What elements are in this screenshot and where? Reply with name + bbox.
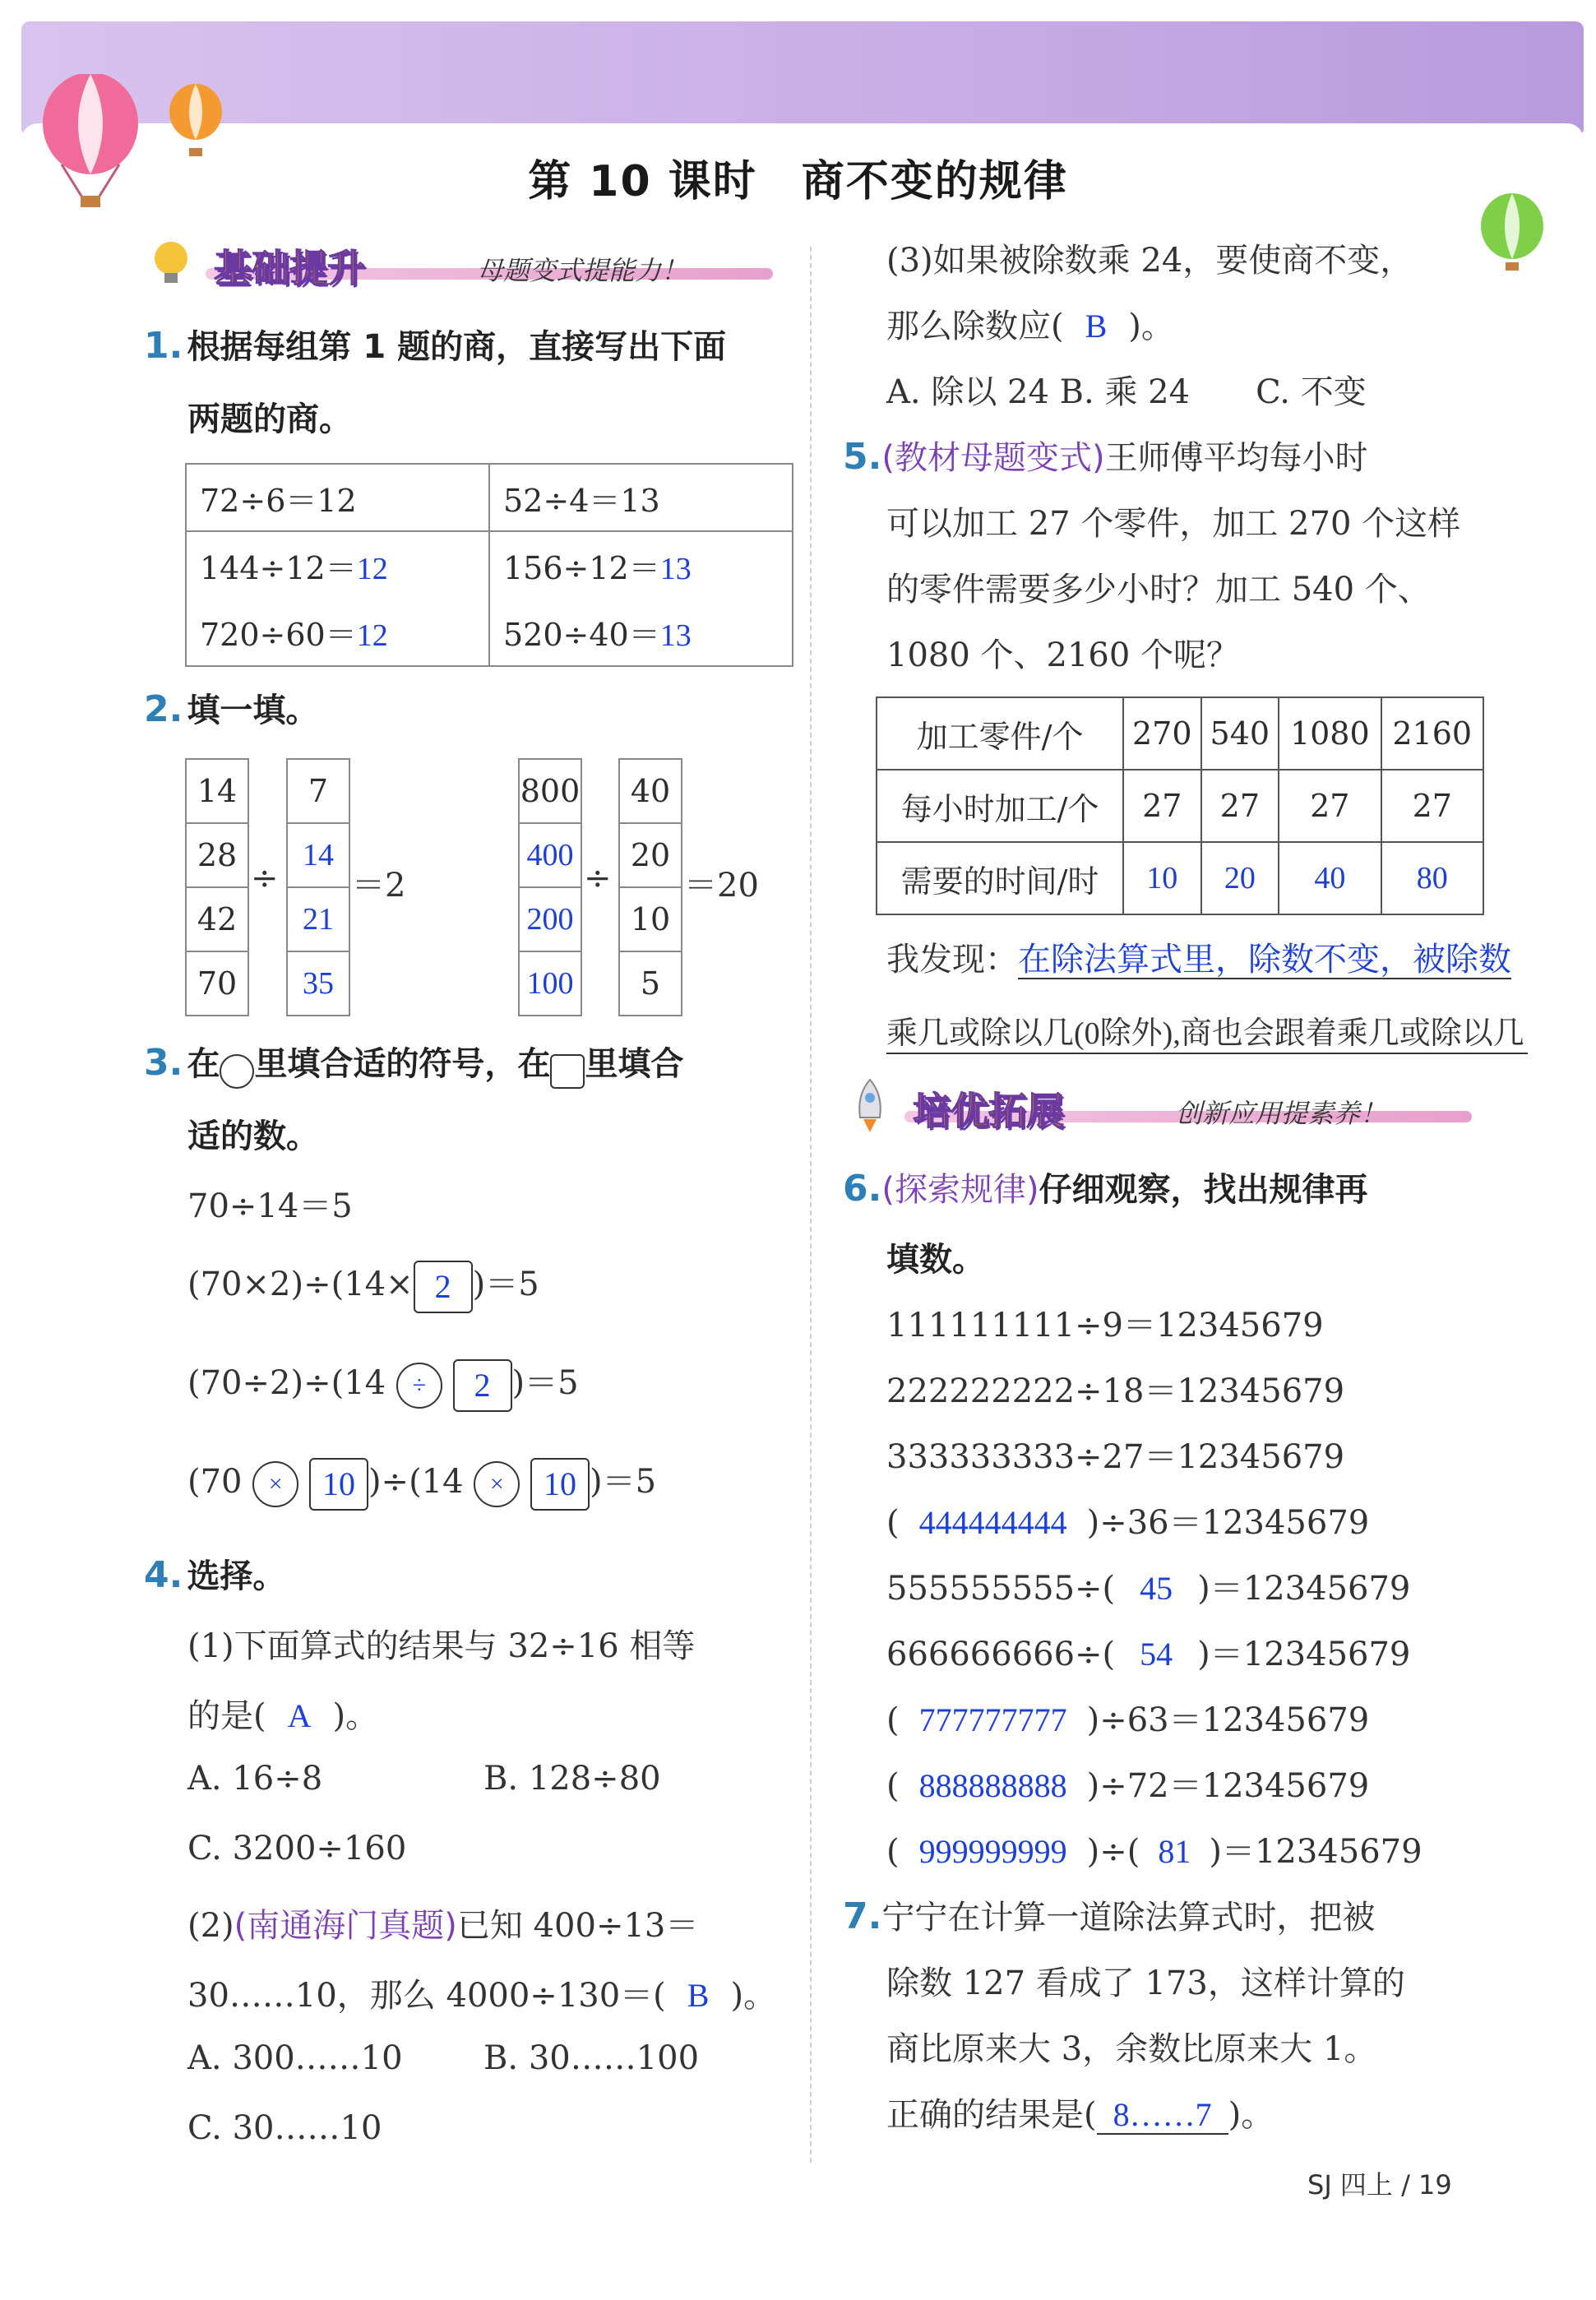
answer: 45 <box>1140 1570 1173 1607</box>
equation: (70×2)÷(14× 2 )＝5 <box>187 1258 539 1313</box>
question-text: 商比原来大 3，余数比原来大 1。 <box>886 2030 1377 2068</box>
question-2 <box>144 684 318 731</box>
question-1 <box>144 321 726 368</box>
question-number: 1. <box>144 325 183 367</box>
answer-cell: 80 <box>1381 842 1483 914</box>
answer: 在除法算式里，除数不变，被除数 <box>1018 941 1511 978</box>
cell: 27 <box>1201 770 1279 842</box>
answer-circle[interactable]: ÷ <box>396 1363 442 1409</box>
equation: 666666666÷( 54 )＝12345679 <box>886 1636 1411 1673</box>
answer-cell: 20 <box>1201 842 1279 914</box>
question-text: 填数。 <box>886 1241 985 1279</box>
answer-box[interactable]: 2 <box>453 1359 512 1412</box>
cell: 27 <box>1381 770 1483 842</box>
cell: 27 <box>1279 770 1381 842</box>
answer: 999999999 <box>918 1833 1067 1870</box>
equation: ( 999999999 )÷( 81 )＝12345679 <box>886 1833 1423 1871</box>
dividend-column: 800 400 200 100 <box>518 758 582 1016</box>
answer: 13 <box>659 618 692 653</box>
question-3: 3. 在 里填合适的符号，在 里填合 <box>144 1038 683 1089</box>
answer: 乘几或除以几(0除外),商也会跟着乘几或除以几 <box>886 1007 1528 1054</box>
question-4 <box>144 1550 285 1597</box>
answer: 12 <box>356 552 388 586</box>
options: A. 除以 24 B. 乘 24 C. 不变 <box>886 373 1367 411</box>
cell: 1080 <box>1279 697 1381 770</box>
answer: 888888888 <box>918 1767 1067 1804</box>
question-text: 可以加工 27 个零件，加工 270 个这样 <box>886 505 1461 543</box>
answer: 8……7 <box>1097 2096 1228 2135</box>
row-label: 每小时加工/个 <box>877 770 1123 842</box>
box-placeholder <box>550 1054 585 1089</box>
question-text: 根据每组第 1 题的商，直接写出下面 <box>187 328 727 366</box>
circle-placeholder <box>220 1054 254 1089</box>
q1-table <box>185 463 793 667</box>
answer-cell: 10 <box>1123 842 1201 914</box>
lightbulb-icon <box>148 238 194 288</box>
question-5: 5.(教材母题变式)王师傅平均每小时 <box>843 436 1368 478</box>
question-6: 6.(探索规律)仔细观察，找出规律再 <box>843 1168 1368 1210</box>
question-text: 1080 个、2160 个呢？ <box>886 636 1240 674</box>
question-text: 正确的结果是( 8……7 )。 <box>886 2096 1274 2134</box>
question-number: 7. <box>843 1895 882 1937</box>
cell: 156÷12＝13 <box>489 531 793 599</box>
equation: ( 888888888 )÷72＝12345679 <box>886 1767 1370 1805</box>
answer: A <box>287 1697 312 1734</box>
sub-question: (2)(南通海门真题)已知 400÷13＝ <box>187 1907 699 1945</box>
equation: ( 777777777 )÷63＝12345679 <box>886 1701 1370 1739</box>
question-number: 4. <box>144 1554 183 1596</box>
question-text: 选择。 <box>187 1557 286 1595</box>
option: C. 3200÷160 <box>187 1830 407 1867</box>
answer-box[interactable]: 2 <box>414 1261 473 1313</box>
equation: 222222222÷18＝12345679 <box>886 1372 1345 1410</box>
section-title: 培优拓展 <box>913 1089 1064 1133</box>
section-title: 基础提升 <box>214 246 365 290</box>
cell: 720÷60＝12 <box>186 599 489 666</box>
answer: 12 <box>356 618 388 653</box>
divide-sign: ÷ <box>584 859 612 897</box>
question-text: 除数 127 看成了 173，这样计算的 <box>886 1964 1405 2002</box>
answer: B <box>1085 308 1108 345</box>
equation: ( 444444444 )÷36＝12345679 <box>886 1504 1370 1542</box>
cell: 72÷6＝12 <box>186 464 489 531</box>
question-number: 5. <box>843 436 882 478</box>
column-divider <box>810 247 812 2163</box>
result-text: ＝2 <box>352 867 406 905</box>
answer: 444444444 <box>918 1504 1067 1541</box>
question-text-cont: 两题的商。 <box>187 400 352 438</box>
answer: 777777777 <box>918 1701 1067 1738</box>
answer-circle[interactable]: × <box>252 1461 298 1507</box>
option: A. 16÷8 <box>187 1760 323 1798</box>
finding: 我发现：在除法算式里，除数不变，被除数 <box>886 941 1511 979</box>
rocket-icon <box>847 1078 893 1136</box>
option: C. 30……10 <box>187 2109 382 2147</box>
answer: 54 <box>1140 1636 1173 1673</box>
divisor-column: 40 20 10 5 <box>618 758 682 1016</box>
option: B. 30……100 <box>483 2039 700 2077</box>
answer-box[interactable]: 10 <box>530 1458 590 1511</box>
cell: 144÷12＝12 <box>186 531 489 599</box>
sub-question: 那么除数应( B )。 <box>886 308 1174 345</box>
equation: 555555555÷( 45 )＝12345679 <box>886 1570 1411 1608</box>
question-number: 6. <box>843 1168 882 1210</box>
cell: 27 <box>1123 770 1201 842</box>
question-text-cont: 适的数。 <box>187 1118 319 1155</box>
answer: 13 <box>659 552 692 586</box>
equation: (70 × 10 )÷(14 × 10 )＝5 <box>187 1455 656 1511</box>
page-title: 第 10 课时 商不变的规律 <box>528 157 1068 206</box>
result-text: ＝20 <box>684 867 759 905</box>
question-text: 填一填。 <box>187 692 319 729</box>
sub-question: (1)下面算式的结果与 32÷16 相等 <box>187 1627 696 1665</box>
answer: 81 <box>1158 1833 1191 1870</box>
option: A. 300……10 <box>187 2039 403 2077</box>
sub-question: 30……10，那么 4000÷130＝( B )。 <box>187 1977 777 2015</box>
question-number: 2. <box>144 688 183 730</box>
equation: (70÷2)÷(14 ÷ 2 )＝5 <box>187 1357 579 1412</box>
answer-box[interactable]: 10 <box>309 1458 368 1511</box>
cell: 52÷4＝13 <box>489 464 793 531</box>
question-number: 3. <box>144 1042 183 1084</box>
option: B. 128÷80 <box>483 1760 661 1798</box>
cell: 540 <box>1201 697 1279 770</box>
section-subtitle: 母题变式提能力！ <box>477 255 688 286</box>
dividend-column: 14 28 42 70 <box>185 758 249 1016</box>
header-banner <box>21 21 1584 137</box>
equation: 111111111÷9＝12345679 <box>886 1307 1324 1344</box>
page-number: SJ 四上 / 19 <box>1307 2169 1452 2201</box>
sub-question: 的是( A )。 <box>187 1697 379 1735</box>
question-text: 的零件需要多少小时？加工 540 个、 <box>886 571 1431 609</box>
cell: 2160 <box>1381 697 1483 770</box>
sub-question: (3)如果被除数乘 24，要使商不变， <box>886 242 1413 280</box>
divisor-column: 7 14 21 35 <box>286 758 350 1016</box>
equation: 70÷14＝5 <box>187 1187 353 1225</box>
question-7: 7.宁宁在计算一道除法算式时，把被 <box>843 1895 1376 1937</box>
cell: 520÷40＝13 <box>489 599 793 666</box>
answer-cell: 40 <box>1279 842 1381 914</box>
row-label: 加工零件/个 <box>877 697 1123 770</box>
divide-sign: ÷ <box>251 859 279 897</box>
section-subtitle: 创新应用提素养！ <box>1176 1098 1387 1129</box>
answer: B <box>687 1977 710 2014</box>
equation: 333333333÷27＝12345679 <box>886 1438 1345 1476</box>
q5-table <box>876 696 1484 915</box>
row-label: 需要的时间/时 <box>877 842 1123 914</box>
answer-circle[interactable]: × <box>474 1461 520 1507</box>
cell: 270 <box>1123 697 1201 770</box>
